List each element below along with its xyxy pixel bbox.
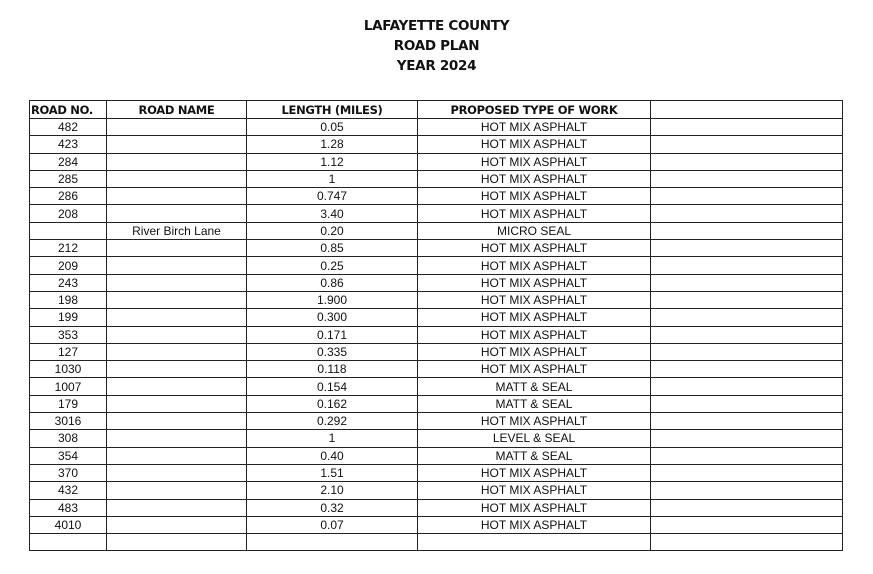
road-no-cell: 284 bbox=[30, 153, 107, 170]
table-row bbox=[30, 257, 843, 274]
road-no-cell: 353 bbox=[30, 326, 107, 343]
road-no-cell: 198 bbox=[30, 291, 107, 308]
table-row bbox=[30, 516, 843, 533]
table-row bbox=[30, 447, 843, 464]
work-type-cell: HOT MIX ASPHALT bbox=[418, 413, 651, 430]
road-no-cell: 1030 bbox=[30, 361, 107, 378]
work-type-cell: HOT MIX ASPHALT bbox=[418, 170, 651, 187]
length-cell: 2.10 bbox=[247, 482, 418, 499]
length-cell: 0.07 bbox=[247, 516, 418, 533]
road-name-cell bbox=[107, 188, 247, 205]
document-title bbox=[0, 16, 873, 76]
road-no-cell: 243 bbox=[30, 274, 107, 291]
notes-cell bbox=[651, 343, 843, 360]
notes-cell bbox=[651, 413, 843, 430]
notes-cell bbox=[651, 153, 843, 170]
header-road-name: ROAD NAME bbox=[107, 101, 247, 119]
road-name-cell bbox=[107, 240, 247, 257]
table-row bbox=[30, 309, 843, 326]
notes-cell bbox=[651, 482, 843, 499]
table-row bbox=[30, 413, 843, 430]
road-no-cell: 370 bbox=[30, 464, 107, 481]
work-type-cell: HOT MIX ASPHALT bbox=[418, 274, 651, 291]
table-body bbox=[30, 119, 843, 551]
work-type-cell: MATT & SEAL bbox=[418, 395, 651, 412]
road-name-cell bbox=[107, 482, 247, 499]
length-cell: 0.32 bbox=[247, 499, 418, 516]
table-row bbox=[30, 482, 843, 499]
notes-cell bbox=[651, 188, 843, 205]
notes-cell bbox=[651, 430, 843, 447]
road-no-cell: 483 bbox=[30, 499, 107, 516]
road-no-cell: 286 bbox=[30, 188, 107, 205]
notes-cell bbox=[651, 395, 843, 412]
length-cell: 1 bbox=[247, 170, 418, 187]
road-name-cell bbox=[107, 274, 247, 291]
table-row bbox=[30, 291, 843, 308]
road-name-cell bbox=[107, 395, 247, 412]
work-type-cell: HOT MIX ASPHALT bbox=[418, 343, 651, 360]
road-no-cell bbox=[30, 222, 107, 239]
length-cell: 0.335 bbox=[247, 343, 418, 360]
table-row bbox=[30, 430, 843, 447]
road-no-cell: 209 bbox=[30, 257, 107, 274]
work-type-cell: HOT MIX ASPHALT bbox=[418, 136, 651, 153]
notes-cell bbox=[651, 361, 843, 378]
road-no-cell: 482 bbox=[30, 119, 107, 136]
table-row bbox=[30, 240, 843, 257]
header-work-type: PROPOSED TYPE OF WORK bbox=[418, 101, 651, 119]
year-title: YEAR 2024 bbox=[396, 58, 477, 74]
work-type-cell: HOT MIX ASPHALT bbox=[418, 309, 651, 326]
road-no-cell: 432 bbox=[30, 482, 107, 499]
road-no-cell: 208 bbox=[30, 205, 107, 222]
table-row bbox=[30, 395, 843, 412]
table-row bbox=[30, 464, 843, 481]
length-cell: 0.86 bbox=[247, 274, 418, 291]
road-name-cell bbox=[107, 378, 247, 395]
length-cell: 1.51 bbox=[247, 464, 418, 481]
work-type-cell: HOT MIX ASPHALT bbox=[418, 326, 651, 343]
work-type-cell: MATT & SEAL bbox=[418, 378, 651, 395]
road-name-cell bbox=[107, 413, 247, 430]
road-name-cell bbox=[107, 516, 247, 533]
road-name-cell bbox=[107, 153, 247, 170]
plan-title: ROAD PLAN bbox=[393, 38, 480, 54]
notes-cell bbox=[651, 257, 843, 274]
road-name-cell bbox=[107, 205, 247, 222]
notes-cell bbox=[651, 499, 843, 516]
length-cell: 0.162 bbox=[247, 395, 418, 412]
road-no-cell: 199 bbox=[30, 309, 107, 326]
road-no-cell: 354 bbox=[30, 447, 107, 464]
length-cell: 0.171 bbox=[247, 326, 418, 343]
length-cell: 0.154 bbox=[247, 378, 418, 395]
table-row bbox=[30, 274, 843, 291]
road-no-cell: 1007 bbox=[30, 378, 107, 395]
work-type-cell: HOT MIX ASPHALT bbox=[418, 464, 651, 481]
notes-cell bbox=[651, 240, 843, 257]
work-type-cell: HOT MIX ASPHALT bbox=[418, 205, 651, 222]
length-cell: 1.12 bbox=[247, 153, 418, 170]
length-cell: 0.300 bbox=[247, 309, 418, 326]
road-no-cell bbox=[30, 534, 107, 551]
road-name-cell bbox=[107, 326, 247, 343]
road-name-cell bbox=[107, 464, 247, 481]
table-row bbox=[30, 343, 843, 360]
work-type-cell: HOT MIX ASPHALT bbox=[418, 499, 651, 516]
length-cell: 0.118 bbox=[247, 361, 418, 378]
road-name-cell bbox=[107, 291, 247, 308]
road-plan-table bbox=[29, 100, 843, 551]
notes-cell bbox=[651, 274, 843, 291]
road-no-cell: 4010 bbox=[30, 516, 107, 533]
notes-cell bbox=[651, 516, 843, 533]
table-row bbox=[30, 205, 843, 222]
notes-cell bbox=[651, 119, 843, 136]
road-name-cell bbox=[107, 343, 247, 360]
road-no-cell: 285 bbox=[30, 170, 107, 187]
notes-cell bbox=[651, 447, 843, 464]
road-name-cell bbox=[107, 136, 247, 153]
table-row bbox=[30, 153, 843, 170]
road-name-cell bbox=[107, 119, 247, 136]
notes-cell bbox=[651, 205, 843, 222]
notes-cell bbox=[651, 464, 843, 481]
road-name-cell bbox=[107, 499, 247, 516]
road-name-cell: River Birch Lane bbox=[107, 222, 247, 239]
work-type-cell: MATT & SEAL bbox=[418, 447, 651, 464]
notes-cell bbox=[651, 136, 843, 153]
road-name-cell bbox=[107, 447, 247, 464]
road-name-cell bbox=[107, 257, 247, 274]
work-type-cell: HOT MIX ASPHALT bbox=[418, 361, 651, 378]
notes-cell bbox=[651, 378, 843, 395]
header-length: LENGTH (MILES) bbox=[247, 101, 418, 119]
road-no-cell: 3016 bbox=[30, 413, 107, 430]
work-type-cell: HOT MIX ASPHALT bbox=[418, 119, 651, 136]
length-cell: 0.40 bbox=[247, 447, 418, 464]
length-cell: 0.05 bbox=[247, 119, 418, 136]
work-type-cell bbox=[418, 534, 651, 551]
table-row bbox=[30, 326, 843, 343]
header-notes bbox=[651, 101, 843, 119]
work-type-cell: LEVEL & SEAL bbox=[418, 430, 651, 447]
table-row bbox=[30, 534, 843, 551]
length-cell: 0.20 bbox=[247, 222, 418, 239]
county-title: LAFAYETTE COUNTY bbox=[363, 18, 510, 34]
length-cell: 3.40 bbox=[247, 205, 418, 222]
work-type-cell: HOT MIX ASPHALT bbox=[418, 516, 651, 533]
road-name-cell bbox=[107, 170, 247, 187]
table-row bbox=[30, 136, 843, 153]
work-type-cell: HOT MIX ASPHALT bbox=[418, 240, 651, 257]
length-cell: 1.28 bbox=[247, 136, 418, 153]
work-type-cell: HOT MIX ASPHALT bbox=[418, 188, 651, 205]
table-row bbox=[30, 499, 843, 516]
work-type-cell: HOT MIX ASPHALT bbox=[418, 257, 651, 274]
length-cell: 0.747 bbox=[247, 188, 418, 205]
length-cell bbox=[247, 534, 418, 551]
work-type-cell: HOT MIX ASPHALT bbox=[418, 482, 651, 499]
table-row bbox=[30, 170, 843, 187]
notes-cell bbox=[651, 170, 843, 187]
table-row bbox=[30, 378, 843, 395]
header-road-no: ROAD NO. bbox=[30, 101, 107, 119]
road-no-cell: 127 bbox=[30, 343, 107, 360]
notes-cell bbox=[651, 222, 843, 239]
length-cell: 0.292 bbox=[247, 413, 418, 430]
notes-cell bbox=[651, 326, 843, 343]
road-no-cell: 308 bbox=[30, 430, 107, 447]
table-row bbox=[30, 119, 843, 136]
notes-cell bbox=[651, 534, 843, 551]
table-row bbox=[30, 361, 843, 378]
work-type-cell: MICRO SEAL bbox=[418, 222, 651, 239]
road-no-cell: 179 bbox=[30, 395, 107, 412]
notes-cell bbox=[651, 291, 843, 308]
road-no-cell: 423 bbox=[30, 136, 107, 153]
road-name-cell bbox=[107, 430, 247, 447]
road-name-cell bbox=[107, 534, 247, 551]
length-cell: 1 bbox=[247, 430, 418, 447]
length-cell: 0.85 bbox=[247, 240, 418, 257]
table-row bbox=[30, 222, 843, 239]
length-cell: 1.900 bbox=[247, 291, 418, 308]
work-type-cell: HOT MIX ASPHALT bbox=[418, 291, 651, 308]
road-name-cell bbox=[107, 361, 247, 378]
notes-cell bbox=[651, 309, 843, 326]
road-name-cell bbox=[107, 309, 247, 326]
table-row bbox=[30, 188, 843, 205]
length-cell: 0.25 bbox=[247, 257, 418, 274]
road-no-cell: 212 bbox=[30, 240, 107, 257]
table-header-row bbox=[30, 101, 843, 119]
work-type-cell: HOT MIX ASPHALT bbox=[418, 153, 651, 170]
